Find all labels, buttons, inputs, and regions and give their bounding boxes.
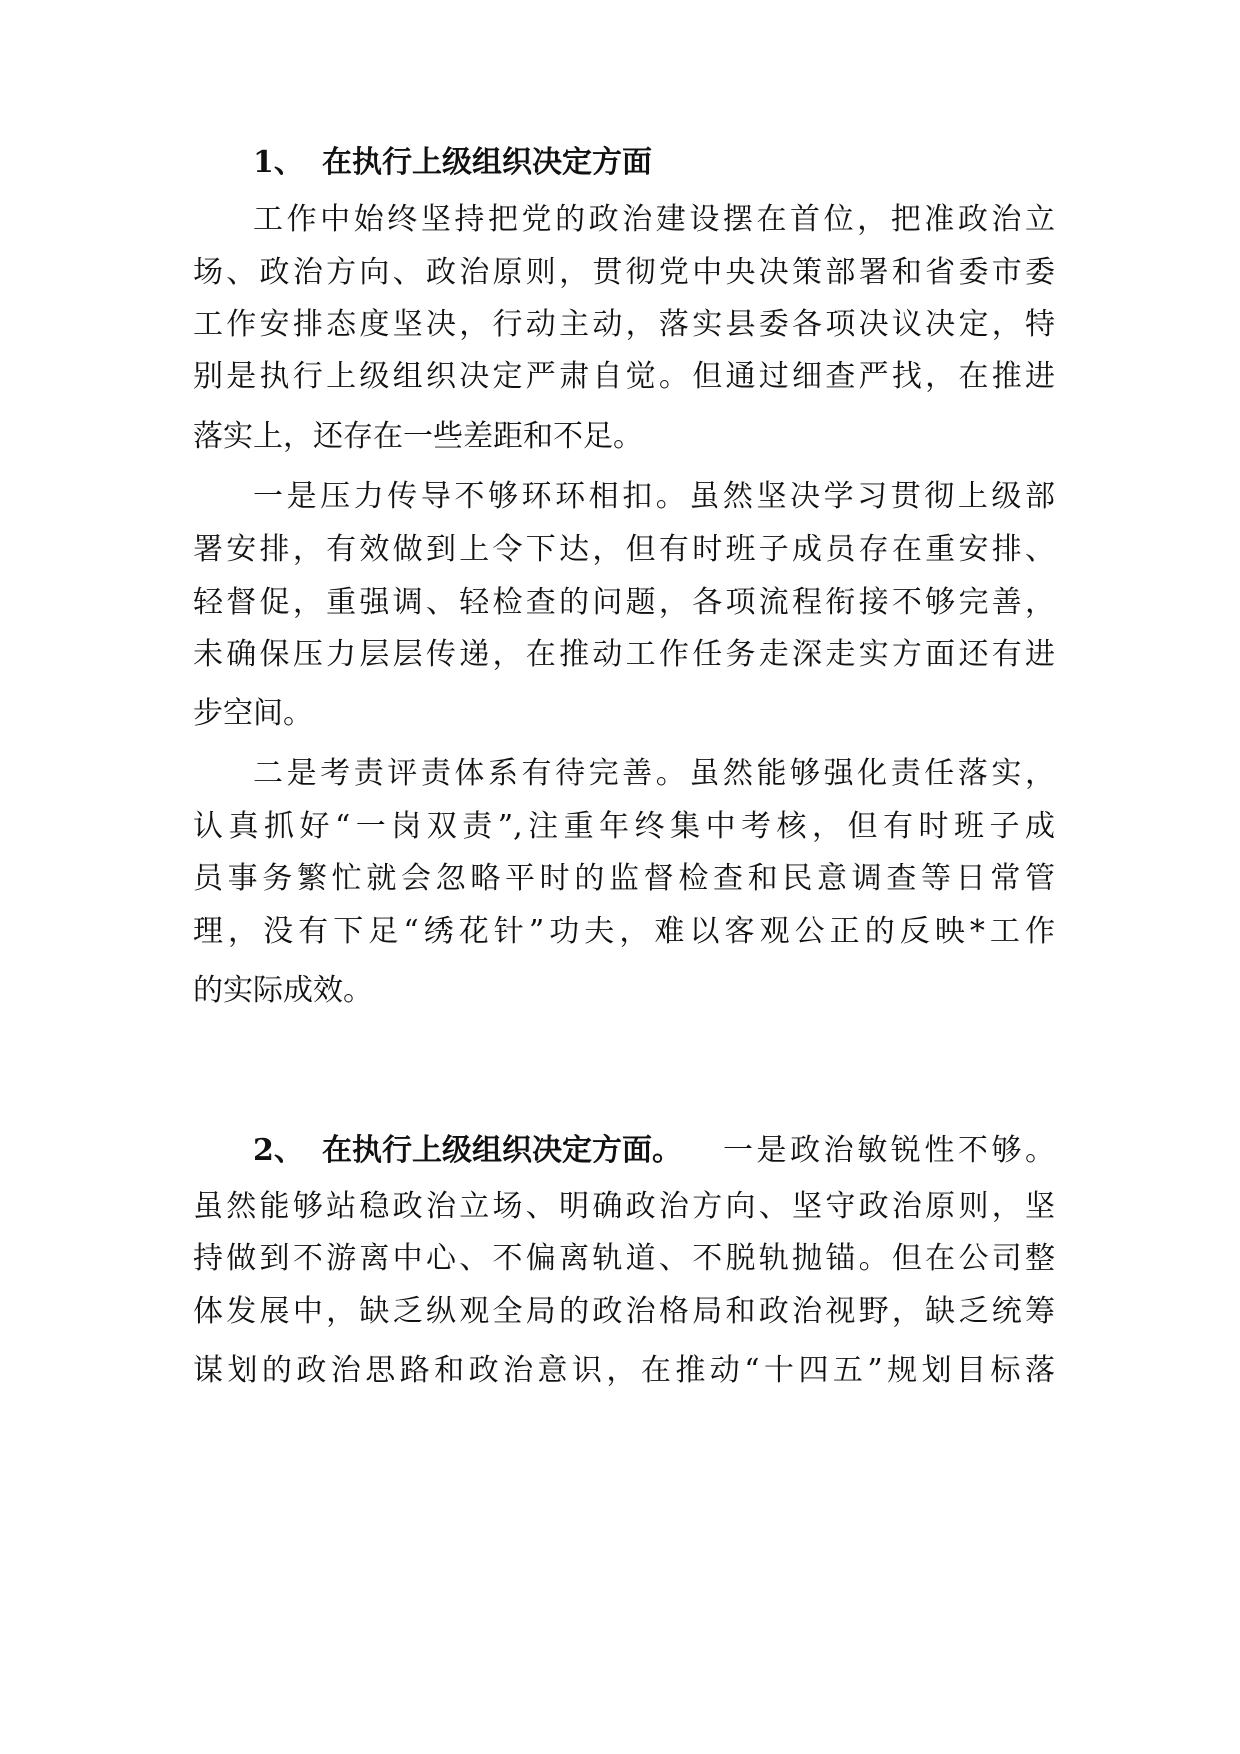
section1-para3-line3: 员事务繁忙就会忽略平时的监督检查和民意调查等日常管 [193, 861, 1055, 896]
section1-number: 1、 [253, 145, 304, 180]
section1-para3-line2: 认真抓好“一岗双责”,注重年终集中考核，但有时班子成 [193, 809, 1055, 844]
section1-para2-line2: 署安排，有效做到上令下达，但有时班子成员存在重安排、 [193, 532, 1055, 567]
section1-para2-line5: 步空间。 [193, 696, 313, 731]
section2-title: 在执行上级组织决定方面。 [322, 1133, 682, 1168]
section2-para1-line4: 谋划的政治思路和政治意识，在推动“十四五”规划目标落 [193, 1353, 1055, 1388]
section1-para3-line4: 理，没有下足“绣花针”功夫，难以客观公正的反映*工作 [193, 914, 1055, 949]
section1-para3-line5: 的实际成效。 [193, 973, 373, 1008]
section1-para1-line5: 落实上，还存在一些差距和不足。 [193, 419, 643, 454]
section1-para1-line2: 场、政治方向、政治原则，贯彻党中央决策部署和省委市委 [193, 255, 1055, 290]
section1-title: 在执行上级组织决定方面 [322, 145, 652, 180]
section1-para1-line4: 别是执行上级组织决定严肃自觉。但通过细查严找，在推进 [193, 359, 1055, 394]
section2-para1-line3: 体发展中，缺乏纵观全局的政治格局和政治视野，缺乏统筹 [193, 1294, 1055, 1329]
section1-para1-line1: 工作中始终坚持把党的政治建设摆在首位，把准政治立 [253, 202, 1055, 237]
section1-para2-line3: 轻督促，重强调、轻检查的问题，各项流程衔接不够完善， [193, 585, 1055, 620]
section1-para2-line4: 未确保压力层层传递，在推动工作任务走深走实方面还有进 [193, 637, 1055, 672]
section2-para1-line2: 持做到不游离中心、不偏离轨道、不脱轨抛锚。但在公司整 [193, 1241, 1055, 1276]
section1-para1-line3: 工作安排态度坚决，行动主动，落实县委各项决议决定，特 [193, 307, 1055, 342]
section2-para1-line1: 虽然能够站稳政治立场、明确政治方向、坚守政治原则，坚 [193, 1189, 1055, 1224]
section2-number: 2、 [253, 1133, 304, 1168]
section2-title-tail: 一是政治敏锐性不够。 [723, 1133, 1055, 1168]
section1-para2-line1: 一是压力传导不够环环相扣。虽然坚决学习贯彻上级部 [253, 479, 1055, 514]
section1-para3-line1: 二是考责评责体系有待完善。虽然能够强化责任落实， [253, 756, 1055, 791]
